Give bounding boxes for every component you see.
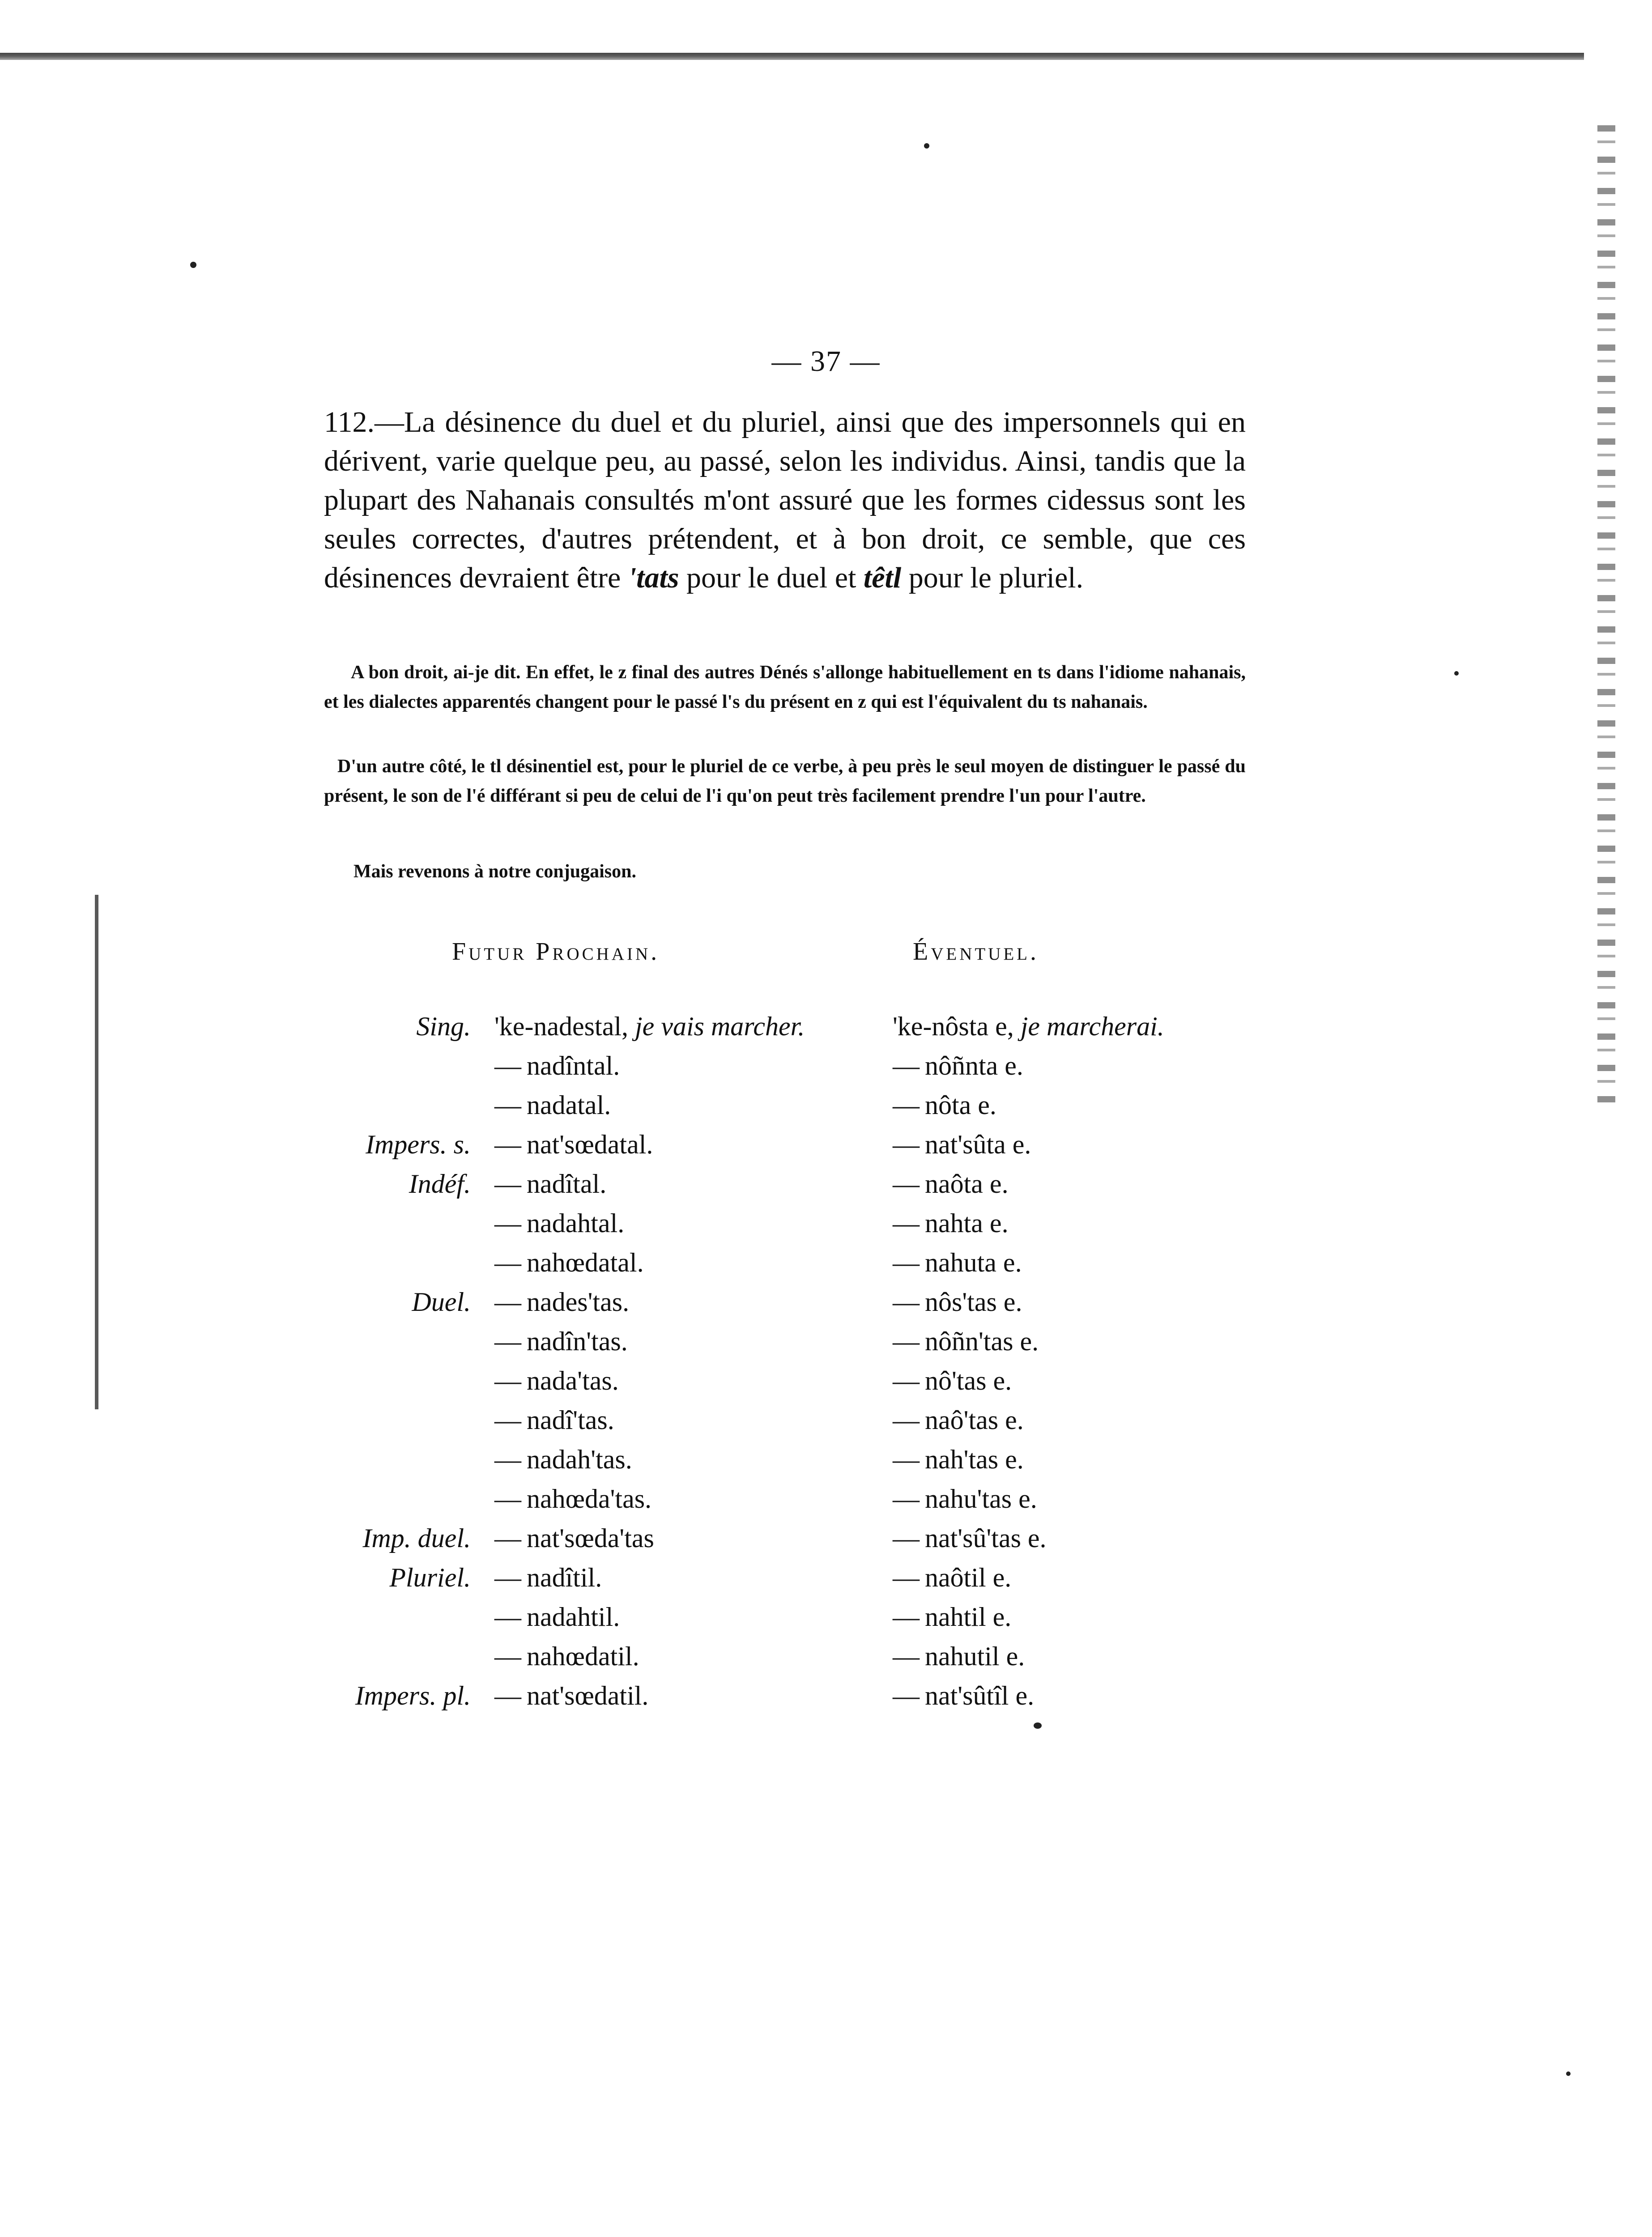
eventuel-form bbox=[893, 1637, 1025, 1676]
eventuel-form bbox=[893, 1204, 1009, 1243]
futur-form bbox=[494, 1361, 619, 1400]
futur-word: nadahtil. bbox=[527, 1602, 620, 1632]
row-label: Pluriel. bbox=[389, 1563, 471, 1592]
conjugation-row bbox=[0, 1046, 1652, 1085]
eventuel-form bbox=[893, 1085, 996, 1125]
ditto-dash: — bbox=[494, 1523, 521, 1553]
eventuel-word: naô'tas e. bbox=[925, 1405, 1024, 1435]
eventuel-word: nat'sûtîl e. bbox=[925, 1681, 1035, 1710]
ditto-dash: — bbox=[893, 1051, 920, 1080]
futur-form bbox=[494, 1243, 644, 1282]
conjugation-row bbox=[0, 1125, 1652, 1164]
ditto-dash: — bbox=[893, 1366, 920, 1395]
scan-border-top bbox=[0, 53, 1584, 60]
futur-word: nadîntal. bbox=[527, 1051, 620, 1080]
conjugation-row bbox=[0, 1243, 1652, 1282]
eventuel-word: nat'sûta e. bbox=[925, 1130, 1031, 1159]
eventuel-word: nah'tas e. bbox=[925, 1445, 1024, 1474]
eventuel-word: nôs'tas e. bbox=[925, 1287, 1022, 1317]
futur-gloss: je vais marcher. bbox=[628, 1012, 805, 1041]
eventuel-form bbox=[893, 1676, 1034, 1715]
eventuel-word: nahutil e. bbox=[925, 1642, 1025, 1671]
emphasis-tetl: têtl bbox=[863, 561, 902, 594]
futur-form bbox=[494, 1322, 628, 1361]
eventuel-form bbox=[893, 1243, 1022, 1282]
futur-form bbox=[494, 1558, 602, 1597]
futur-form bbox=[494, 1597, 620, 1637]
futur-form bbox=[494, 1400, 614, 1440]
ditto-dash: — bbox=[893, 1169, 920, 1199]
futur-form bbox=[494, 1440, 632, 1479]
conjugation-row bbox=[0, 1676, 1652, 1715]
ditto-dash: — bbox=[494, 1681, 521, 1710]
ditto-dash: — bbox=[494, 1090, 521, 1120]
conjugation-row bbox=[0, 1085, 1652, 1125]
eventuel-word: nôta e. bbox=[925, 1090, 996, 1120]
ditto-dash: — bbox=[893, 1484, 920, 1514]
row-label: Impers. s. bbox=[366, 1130, 471, 1159]
row-label: Duel. bbox=[412, 1287, 471, 1317]
row-label: Imp. duel. bbox=[362, 1523, 471, 1553]
eventuel-form bbox=[893, 1361, 1012, 1400]
main-paragraph-end: pour le pluriel. bbox=[901, 561, 1084, 594]
ditto-dash: — bbox=[893, 1090, 920, 1120]
heading-futur-prochain: Futur Prochain. bbox=[452, 938, 660, 965]
futur-form bbox=[494, 1282, 629, 1322]
futur-word: nahœda'tas. bbox=[527, 1484, 652, 1514]
ditto-dash: — bbox=[893, 1563, 920, 1592]
conjugation-row bbox=[0, 1637, 1652, 1676]
eventuel-word: nat'sû'tas e. bbox=[925, 1523, 1047, 1553]
ditto-dash: — bbox=[494, 1602, 521, 1632]
eventuel-form bbox=[893, 1164, 1009, 1204]
futur-form bbox=[494, 1518, 654, 1558]
futur-form bbox=[494, 1046, 620, 1085]
eventuel-form bbox=[893, 1558, 1011, 1597]
note-paragraph-3: Mais revenons à notre conjugaison. bbox=[353, 861, 636, 882]
ditto-dash: — bbox=[893, 1681, 920, 1710]
ditto-dash: — bbox=[494, 1405, 521, 1435]
futur-word: nahœdatal. bbox=[527, 1248, 644, 1277]
futur-word: nades'tas. bbox=[527, 1287, 630, 1317]
eventuel-form bbox=[893, 1400, 1024, 1440]
note-paragraph-2: D'un autre côté, le tl désinentiel est, pour le pluriel de ce verbe, à peu près le seul moyen de distinguer le passé du présent, le son de l'é différant si peu de celui de l'i qu'on peut très facilement prendre l'un pour l'autre. bbox=[324, 756, 1246, 806]
ditto-dash: — bbox=[494, 1051, 521, 1080]
scan-speck bbox=[190, 262, 196, 268]
eventuel-word: nahuta e. bbox=[925, 1248, 1022, 1277]
conjugation-row bbox=[0, 1282, 1652, 1322]
main-paragraph-text: 112.—La désinence du duel et du pluriel, ainsi que des impersonnels qui en dérivent, varie quelque peu, au passé, selon les individus. Ainsi, tandis que la plupart des Nahanais consultés m'ont assuré que les formes cidessus sont les seules correctes, d'autres prétendent, et à bon droit, ce semble, que ces désinences devraient être bbox=[324, 406, 1246, 594]
futur-word: nahœdatil. bbox=[527, 1642, 639, 1671]
futur-word: nadîn'tas. bbox=[527, 1327, 628, 1356]
scan-speck bbox=[924, 143, 929, 149]
eventuel-word: naôtil e. bbox=[925, 1563, 1012, 1592]
eventuel-word: nahta e. bbox=[925, 1208, 1009, 1238]
futur-form bbox=[494, 1479, 651, 1518]
note-paragraph-1: A bon droit, ai-je dit. En effet, le z final des autres Dénés s'allonge habituellement en ts dans l'idiome nahanais, et les dialectes apparentés changent pour le passé l's du présent en z qui est l'équivalent du ts nahanais. bbox=[324, 662, 1246, 712]
ditto-dash: — bbox=[494, 1327, 521, 1356]
futur-word: nat'sœda'tas bbox=[527, 1523, 654, 1553]
ditto-dash: — bbox=[494, 1563, 521, 1592]
futur-word: nadîtal. bbox=[527, 1169, 607, 1199]
futur-word: nadah'tas. bbox=[527, 1445, 632, 1474]
futur-word: nadîtil. bbox=[527, 1563, 602, 1592]
ditto-dash: — bbox=[494, 1484, 521, 1514]
futur-word: nada'tas. bbox=[527, 1366, 619, 1395]
conjugation-row bbox=[0, 1007, 1652, 1046]
ditto-dash: — bbox=[893, 1642, 920, 1671]
eventuel-word: nôñn'tas e. bbox=[925, 1327, 1039, 1356]
ditto-dash: — bbox=[893, 1287, 920, 1317]
conjugation-row bbox=[0, 1400, 1652, 1440]
ditto-dash: — bbox=[893, 1445, 920, 1474]
ditto-dash: — bbox=[494, 1366, 521, 1395]
ditto-dash: — bbox=[494, 1169, 521, 1199]
ditto-dash: — bbox=[494, 1208, 521, 1238]
futur-form bbox=[494, 1125, 653, 1164]
futur-form bbox=[494, 1204, 624, 1243]
scan-speck bbox=[1566, 2071, 1571, 2076]
emphasis-tats: 'tats bbox=[628, 561, 679, 594]
conjugation-row bbox=[0, 1479, 1652, 1518]
futur-form bbox=[494, 1637, 639, 1676]
row-label: Indéf. bbox=[409, 1169, 471, 1199]
eventuel-form bbox=[893, 1597, 1011, 1637]
conjugation-row bbox=[0, 1597, 1652, 1637]
ditto-dash: — bbox=[893, 1602, 920, 1632]
row-label: Sing. bbox=[416, 1012, 471, 1041]
main-paragraph bbox=[324, 403, 1246, 597]
eventuel-form bbox=[893, 1440, 1024, 1479]
scan-border-right bbox=[1597, 125, 1615, 1110]
conjugation-row bbox=[0, 1558, 1652, 1597]
futur-word: 'ke-nadestal, bbox=[494, 1012, 629, 1041]
ditto-dash: — bbox=[494, 1130, 521, 1159]
futur-word: nat'sœdatil. bbox=[527, 1681, 649, 1710]
eventuel-word: nô'tas e. bbox=[925, 1366, 1012, 1395]
conjugation-row bbox=[0, 1204, 1652, 1243]
eventuel-gloss: je marcherai. bbox=[1013, 1012, 1164, 1041]
futur-word: nadî'tas. bbox=[527, 1405, 614, 1435]
futur-form bbox=[494, 1676, 648, 1715]
conjugation-row bbox=[0, 1440, 1652, 1479]
eventuel-form bbox=[893, 1046, 1023, 1085]
eventuel-form bbox=[893, 1125, 1031, 1164]
page-number: — 37 — bbox=[771, 345, 881, 378]
eventuel-word: 'ke-nôsta e, bbox=[893, 1012, 1014, 1041]
heading-eventuel: Éventuel. bbox=[913, 938, 1039, 965]
scan-speck bbox=[1034, 1722, 1042, 1729]
futur-form bbox=[494, 1007, 805, 1046]
scan-speck bbox=[1454, 671, 1459, 676]
conjugation-row bbox=[0, 1322, 1652, 1361]
ditto-dash: — bbox=[893, 1327, 920, 1356]
ditto-dash: — bbox=[893, 1248, 920, 1277]
ditto-dash: — bbox=[893, 1208, 920, 1238]
futur-word: nat'sœdatal. bbox=[527, 1130, 653, 1159]
eventuel-word: naôta e. bbox=[925, 1169, 1009, 1199]
ditto-dash: — bbox=[494, 1287, 521, 1317]
ditto-dash: — bbox=[494, 1642, 521, 1671]
futur-word: nadatal. bbox=[527, 1090, 611, 1120]
eventuel-form bbox=[893, 1282, 1022, 1322]
eventuel-word: nahu'tas e. bbox=[925, 1484, 1037, 1514]
ditto-dash: — bbox=[893, 1130, 920, 1159]
eventuel-form bbox=[893, 1322, 1039, 1361]
conjugation-row bbox=[0, 1361, 1652, 1400]
eventuel-form bbox=[893, 1479, 1037, 1518]
ditto-dash: — bbox=[893, 1405, 920, 1435]
futur-word: nadahtal. bbox=[527, 1208, 625, 1238]
conjugation-row bbox=[0, 1164, 1652, 1204]
eventuel-form bbox=[893, 1518, 1047, 1558]
conjugation-row bbox=[0, 1518, 1652, 1558]
eventuel-word: nahtil e. bbox=[925, 1602, 1012, 1632]
eventuel-word: nôñnta e. bbox=[925, 1051, 1023, 1080]
ditto-dash: — bbox=[494, 1248, 521, 1277]
ditto-dash: — bbox=[893, 1523, 920, 1553]
ditto-dash: — bbox=[494, 1445, 521, 1474]
eventuel-form bbox=[893, 1007, 1164, 1046]
main-paragraph-mid: pour le duel et bbox=[679, 561, 864, 594]
futur-form bbox=[494, 1164, 606, 1204]
futur-form bbox=[494, 1085, 611, 1125]
row-label: Impers. pl. bbox=[355, 1681, 471, 1710]
